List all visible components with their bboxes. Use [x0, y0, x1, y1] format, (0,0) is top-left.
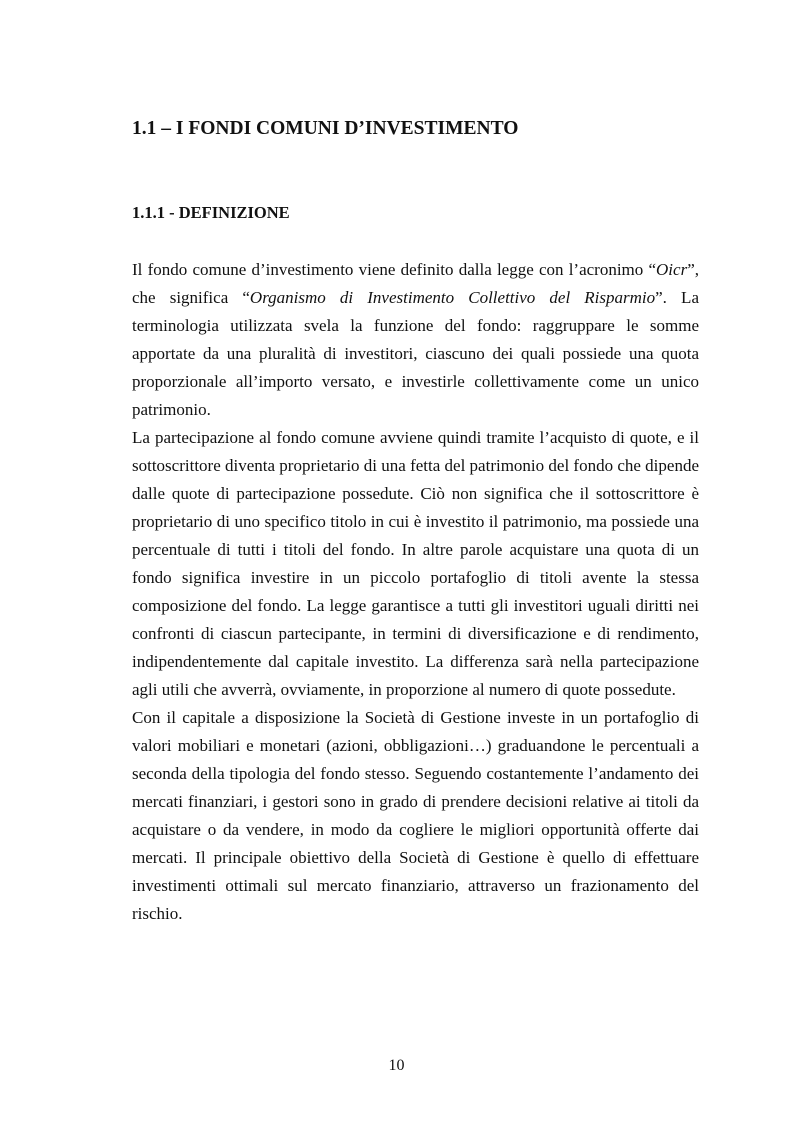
- acronym-expansion: Organismo di Investimento Collettivo del Risparmio: [249, 288, 656, 307]
- page-number: 10: [388, 1057, 405, 1074]
- paragraph-definition-text-3: ”. La terminologia utilizzata svela la funzione del fondo: raggruppare le somme apportate da una pluralità di investitori, ciascuno dei quali possiede una quota proporzionale all’importo versato, e investirle collettivamente come un unico patrimonio.: [132, 288, 699, 419]
- paragraph-participation: La partecipazione al fondo comune avviene quindi tramite l’acquisto di quote, e il sottoscrittore diventa proprietario di una fetta del patrimonio del fondo che dipende dalle quote di partecipazione possedute. Ciò non significa che il sottoscrittore è proprietario di uno specifico titolo in cui è investito il patrimonio, ma possiede una percentuale di tutti i titoli del fondo. In altre parole acquistare una quota di un fondo significa investire in un piccolo portafoglio di titoli avente la stessa composizione del fondo. La legge garantisce a tutti gli investitori uguali diritti nei confronti di ciascun partecipante, in termini di diversificazione e di rendimento, indipendentemente dal capitale investito. La differenza sarà nella partecipazione agli utili che avverrà, ovviamente, in proporzione al numero di quote possedute.: [132, 428, 699, 699]
- acronym-oicr: Oicr: [656, 260, 688, 279]
- paragraph-management: Con il capitale a disposizione la Società di Gestione investe in un portafoglio di valori mobiliari e monetari (azioni, obbligazioni…) graduandone le percentuali a seconda della tipologia del fondo stesso. Seguendo costantemente l’andamento dei mercati finanziari, i gestori sono in grado di prendere decisioni relative ai titoli da acquistare o da vendere, in modo da cogliere le migliori opportunità offerte dai mercati. Il principale obiettivo della Società di Gestione è quello di effettuare investimenti ottimali sul mercato finanziario, attraverso un frazionamento del rischio.: [132, 708, 699, 923]
- paragraph-definition: [132, 256, 699, 424]
- paragraph-definition-text-2: ”, che significa “: [132, 260, 699, 307]
- section-title: 1.1.1 - DEFINIZIONE: [132, 203, 290, 222]
- chapter-title: 1.1 – I FONDI COMUNI D’INVESTIMENTO: [132, 118, 519, 139]
- body-text: [132, 256, 699, 928]
- paragraph-definition-text-1: Il fondo comune d’investimento viene definito dalla legge con l’acronimo “: [132, 260, 657, 279]
